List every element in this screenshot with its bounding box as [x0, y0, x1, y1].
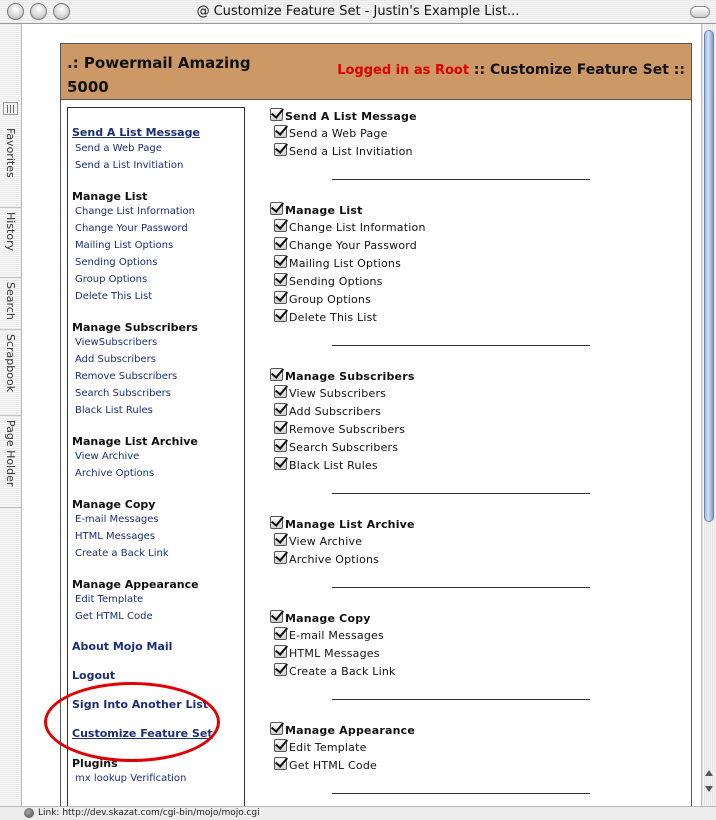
- section-divider: [332, 345, 590, 346]
- logged-in-status: Logged in as Root: [337, 63, 470, 78]
- feature-label-view-subscribers: View Subscribers: [289, 387, 387, 400]
- feature-label-delete-list: Delete This List: [289, 311, 378, 324]
- brand-line-2: 5000: [67, 78, 109, 96]
- header-banner: [61, 44, 691, 100]
- checkbox-manage-list[interactable]: [270, 202, 283, 215]
- checkbox-manage-archive[interactable]: [270, 516, 283, 529]
- checkbox-html-messages[interactable]: [274, 645, 287, 658]
- nav-delete-list[interactable]: Delete This List: [75, 291, 153, 302]
- tab-history[interactable]: [0, 208, 22, 278]
- feature-label-html-messages: HTML Messages: [289, 647, 380, 660]
- nav-black-list-rules[interactable]: Black List Rules: [75, 405, 153, 416]
- feature-label-manage-copy: Manage Copy: [285, 612, 371, 625]
- nav-customize-feature-set[interactable]: Customize Feature Set: [72, 727, 213, 740]
- feature-label-search-subscribers: Search Subscribers: [289, 441, 399, 454]
- feature-label-email-messages: E-mail Messages: [289, 629, 384, 642]
- checkbox-black-list-rules[interactable]: [274, 457, 287, 470]
- checkbox-edit-template[interactable]: [274, 739, 287, 752]
- checkbox-mailing-list-options[interactable]: [274, 255, 287, 268]
- tab-favorites[interactable]: [0, 124, 22, 208]
- nav-send-list-message[interactable]: Send A List Message: [72, 126, 200, 139]
- checkbox-manage-subscribers[interactable]: [270, 368, 283, 381]
- window-title: [0, 4, 716, 19]
- nav-edit-template[interactable]: Edit Template: [75, 594, 144, 605]
- nav-heading-manage-copy: Manage Copy: [72, 498, 156, 511]
- nav-mailing-list-options[interactable]: Mailing List Options: [75, 240, 174, 251]
- nav-html-messages[interactable]: HTML Messages: [75, 531, 156, 542]
- feature-label-mailing-list-options: Mailing List Options: [289, 257, 402, 270]
- feature-label-sending-options: Sending Options: [289, 275, 383, 288]
- nav-get-html-code[interactable]: Get HTML Code: [75, 611, 153, 622]
- checkbox-delete-list[interactable]: [274, 309, 287, 322]
- nav-logout[interactable]: Logout: [72, 669, 116, 682]
- nav-change-list-info[interactable]: Change List Information: [75, 206, 196, 217]
- checkbox-send-list-message[interactable]: [270, 108, 283, 121]
- nav-create-back-link[interactable]: Create a Back Link: [75, 548, 169, 559]
- explorer-bar: [0, 24, 22, 806]
- toolbar-toggle-button[interactable]: [690, 6, 710, 18]
- status-bar: [0, 806, 716, 820]
- feature-label-send-web-page: Send a Web Page: [289, 127, 388, 140]
- section-divider: [332, 699, 590, 700]
- nav-email-messages[interactable]: E-mail Messages: [75, 514, 159, 525]
- feature-label-send-invitation: Send a List Invitiation: [289, 145, 413, 158]
- feature-label-archive-options: Archive Options: [289, 553, 380, 566]
- nav-group-options[interactable]: Group Options: [75, 274, 148, 285]
- checkbox-search-subscribers[interactable]: [274, 439, 287, 452]
- nav-search-subscribers[interactable]: Search Subscribers: [75, 388, 171, 399]
- checkbox-change-list-info[interactable]: [274, 219, 287, 232]
- nav-view-subscribers[interactable]: ViewSubscribers: [75, 337, 158, 348]
- checkbox-view-subscribers[interactable]: [274, 385, 287, 398]
- page-breadcrumb: :: Customize Feature Set ::: [469, 62, 685, 78]
- checkbox-manage-appearance[interactable]: [270, 722, 283, 735]
- nav-heading-manage-list: Manage List: [72, 190, 148, 203]
- nav-heading-plugins: Plugins: [72, 757, 118, 770]
- feature-label-get-html-code: Get HTML Code: [289, 759, 377, 772]
- checkbox-add-subscribers[interactable]: [274, 403, 287, 416]
- checkbox-get-html-code[interactable]: [274, 757, 287, 770]
- brand-line-1: .: Powermail Amazing: [67, 54, 251, 72]
- tab-page-holder-label: Page Holder: [4, 420, 17, 487]
- feature-label-change-list-info: Change List Information: [289, 221, 426, 234]
- nav-heading-manage-archive: Manage List Archive: [72, 435, 198, 448]
- nav-send-invitation[interactable]: Send a List Invitiation: [75, 160, 184, 171]
- brand-name: [67, 51, 257, 99]
- page-proxy-icon: @: [196, 4, 210, 19]
- tab-search[interactable]: [0, 278, 22, 330]
- checkbox-sending-options[interactable]: [274, 273, 287, 286]
- section-divider: [332, 793, 590, 794]
- checkbox-email-messages[interactable]: [274, 627, 287, 640]
- nav-sending-options[interactable]: Sending Options: [75, 257, 158, 268]
- nav-about-mojo-mail[interactable]: About Mojo Mail: [72, 640, 173, 653]
- checkbox-view-archive[interactable]: [274, 533, 287, 546]
- feature-label-manage-subscribers: Manage Subscribers: [285, 370, 415, 383]
- feature-label-add-subscribers: Add Subscribers: [289, 405, 382, 418]
- tab-favorites-label: Favorites: [4, 128, 17, 178]
- scroll-up-arrow-icon[interactable]: [705, 770, 713, 776]
- window-title-text: Customize Feature Set - Justin's Example List...: [213, 4, 520, 19]
- section-divider: [332, 179, 590, 180]
- feature-label-group-options: Group Options: [289, 293, 372, 306]
- checkbox-change-password[interactable]: [274, 237, 287, 250]
- tab-search-label: Search: [4, 282, 17, 320]
- feature-label-send-list-message: Send A List Message: [285, 110, 417, 123]
- feature-label-create-back-link: Create a Back Link: [289, 665, 396, 678]
- feature-label-edit-template: Edit Template: [289, 741, 367, 754]
- tab-history-label: History: [4, 212, 17, 252]
- checkbox-remove-subscribers[interactable]: [274, 421, 287, 434]
- globe-icon: [24, 808, 34, 818]
- feature-label-change-password: Change Your Password: [289, 239, 417, 252]
- checkbox-manage-copy[interactable]: [270, 610, 283, 623]
- nav-archive-options[interactable]: Archive Options: [75, 468, 155, 479]
- checkbox-group-options[interactable]: [274, 291, 287, 304]
- feature-label-manage-archive: Manage List Archive: [285, 518, 415, 531]
- nav-view-archive[interactable]: View Archive: [75, 451, 140, 462]
- nav-heading-manage-appearance: Manage Appearance: [72, 578, 199, 591]
- tab-page-holder[interactable]: [0, 416, 22, 508]
- vertical-scrollbar[interactable]: [701, 24, 716, 806]
- checkbox-send-invitation[interactable]: [274, 143, 287, 156]
- feature-label-manage-list: Manage List: [285, 204, 363, 217]
- nav-sign-into-another-list[interactable]: Sign Into Another List: [72, 698, 209, 711]
- checkbox-archive-options[interactable]: [274, 551, 287, 564]
- section-divider: [332, 493, 590, 494]
- scroll-down-arrow-icon[interactable]: [705, 786, 713, 792]
- explorer-resize-grip-icon[interactable]: [3, 102, 18, 115]
- header-status: [337, 62, 685, 78]
- tab-scrapbook-label: Scrapbook: [4, 334, 17, 393]
- nav-change-password[interactable]: Change Your Password: [75, 223, 188, 234]
- status-link-url: Link: http://dev.skazat.com/cgi-bin/mojo/mojo.cgi: [38, 808, 260, 818]
- nav-add-subscribers[interactable]: Add Subscribers: [75, 354, 156, 365]
- tab-scrapbook[interactable]: [0, 330, 22, 416]
- checkbox-create-back-link[interactable]: [274, 663, 287, 676]
- scrollbar-thumb[interactable]: [704, 30, 714, 522]
- feature-label-manage-appearance: Manage Appearance: [285, 724, 415, 737]
- highlight-circle: [44, 682, 220, 762]
- nav-heading-manage-subscribers: Manage Subscribers: [72, 321, 198, 334]
- nav-remove-subscribers[interactable]: Remove Subscribers: [75, 371, 178, 382]
- nav-send-web-page[interactable]: Send a Web Page: [75, 143, 162, 154]
- feature-label-black-list-rules: Black List Rules: [289, 459, 378, 472]
- window-title-bar[interactable]: [0, 0, 716, 24]
- checkbox-send-web-page[interactable]: [274, 125, 287, 138]
- feature-label-view-archive: View Archive: [289, 535, 363, 548]
- nav-mx-lookup-verification[interactable]: mx lookup Verification: [75, 773, 187, 784]
- section-divider: [332, 587, 590, 588]
- feature-label-remove-subscribers: Remove Subscribers: [289, 423, 406, 436]
